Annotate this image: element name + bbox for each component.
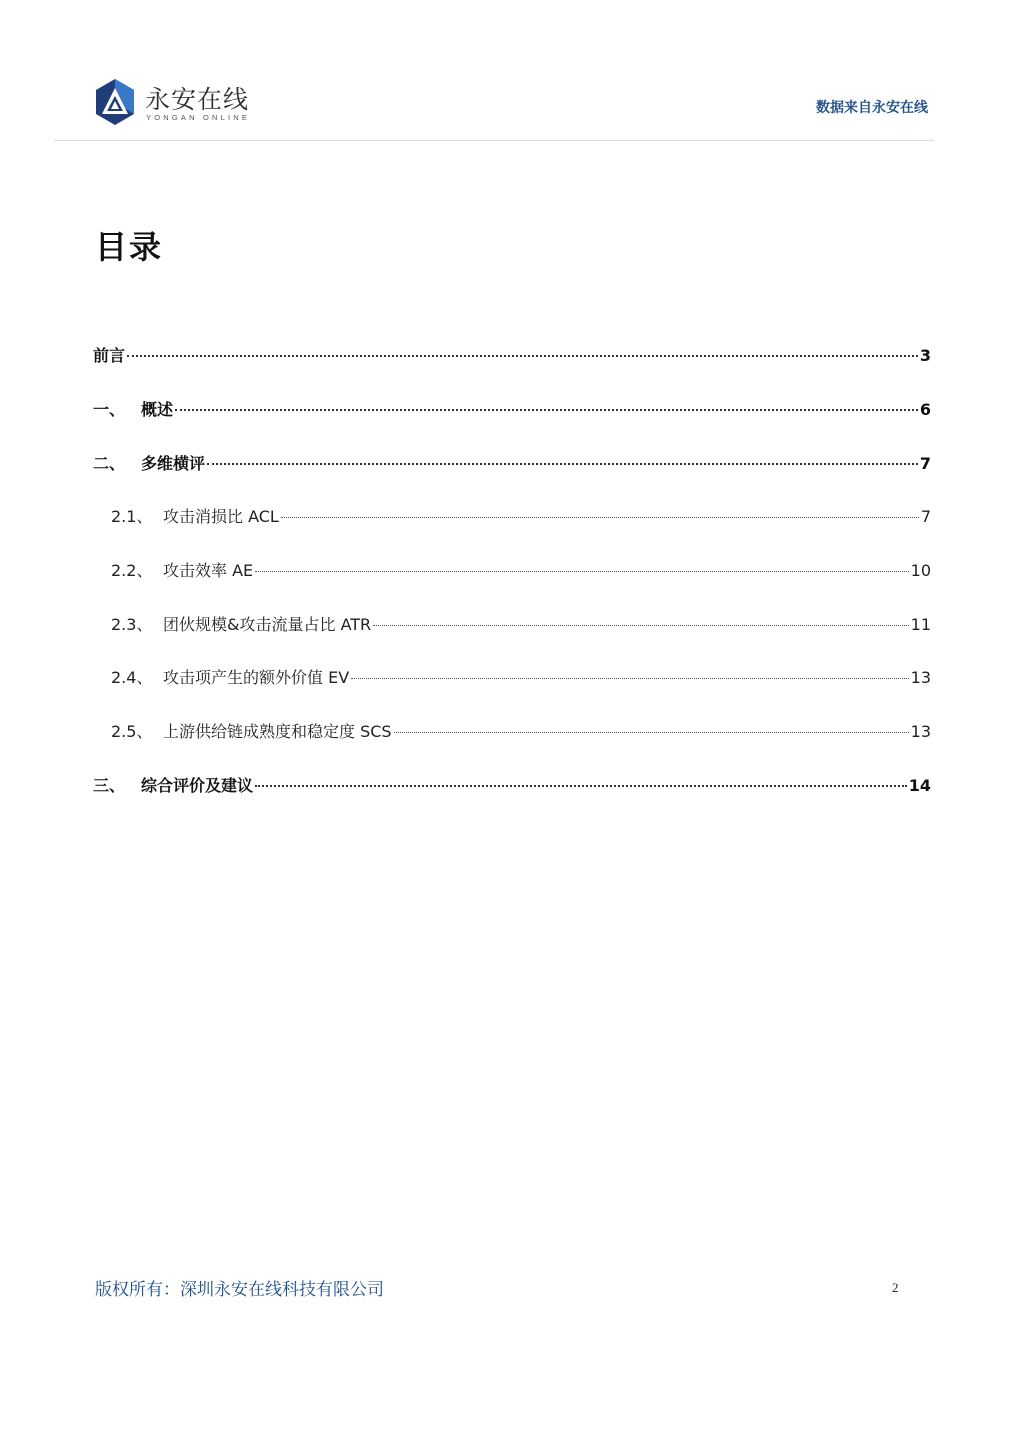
toc-title: 目录 [95,228,164,266]
toc-entry[interactable] [93,397,931,427]
toc-entry[interactable] [93,665,931,695]
toc-entry-page: 10 [910,561,931,580]
footer-page-number: 2 [892,1280,899,1295]
toc-entry-label: 综合评价及建议 [141,776,254,795]
toc-entry[interactable] [93,343,931,373]
header-divider [54,140,934,141]
toc-entry-number: 2.1、 [111,507,153,526]
toc-entry[interactable] [93,612,931,642]
toc-entry-page: 7 [920,507,931,526]
toc-leader-dots [255,571,908,572]
toc-entry[interactable] [93,719,931,749]
toc-leader-dots [255,785,907,787]
brand-name: 永安在线 [145,85,250,114]
page-header [0,0,1024,142]
toc-entry-number: 2.3、 [111,615,153,634]
toc-leader-dots [394,732,909,733]
toc-entry-page: 14 [908,776,931,795]
toc-leader-dots [127,355,918,357]
toc-entry-number: 二、 [93,454,126,473]
toc-entry[interactable] [93,504,931,534]
toc-entry[interactable] [93,558,931,588]
toc-entry-number: 2.2、 [111,561,153,580]
toc-entry[interactable] [93,773,931,803]
toc-entry-label: 攻击项产生的额外价值 EV [163,668,350,687]
toc-leader-dots [373,625,908,626]
toc-entry-page: 6 [919,400,931,419]
brand-subtitle: YONGAN ONLINE [146,113,251,122]
toc-entry-page: 11 [910,615,931,634]
yongan-logo-icon [95,78,135,126]
toc-entry-number: 2.4、 [111,668,153,687]
toc-entry-label: 前言 [93,346,126,365]
toc-entry-label: 上游供给链成熟度和稳定度 SCS [163,722,392,741]
toc-entry-page: 13 [910,722,931,741]
source-note: 数据来自永安在线 [816,100,928,116]
toc-entry-number: 2.5、 [111,722,153,741]
toc-leader-dots [351,678,908,679]
toc-entry-label: 概述 [141,400,174,419]
toc-entry-label: 团伙规模&攻击流量占比 ATR [163,615,372,634]
toc-entry-page: 7 [919,454,931,473]
toc-entry-page: 13 [910,668,931,687]
toc-entry-number: 一、 [93,400,126,419]
toc-entry-label: 攻击消损比 ACL [163,507,279,526]
toc-leader-dots [281,517,919,518]
toc-entry-label: 多维横评 [141,454,206,473]
toc-entry[interactable] [93,451,931,481]
toc-entry-label: 攻击效率 AE [163,561,254,580]
toc-leader-dots [207,463,918,465]
toc-leader-dots [175,409,918,411]
toc-entry-page: 3 [919,346,931,365]
footer-copyright: 版权所有：深圳永安在线科技有限公司 [95,1280,384,1300]
toc-entry-number: 三、 [93,776,126,795]
